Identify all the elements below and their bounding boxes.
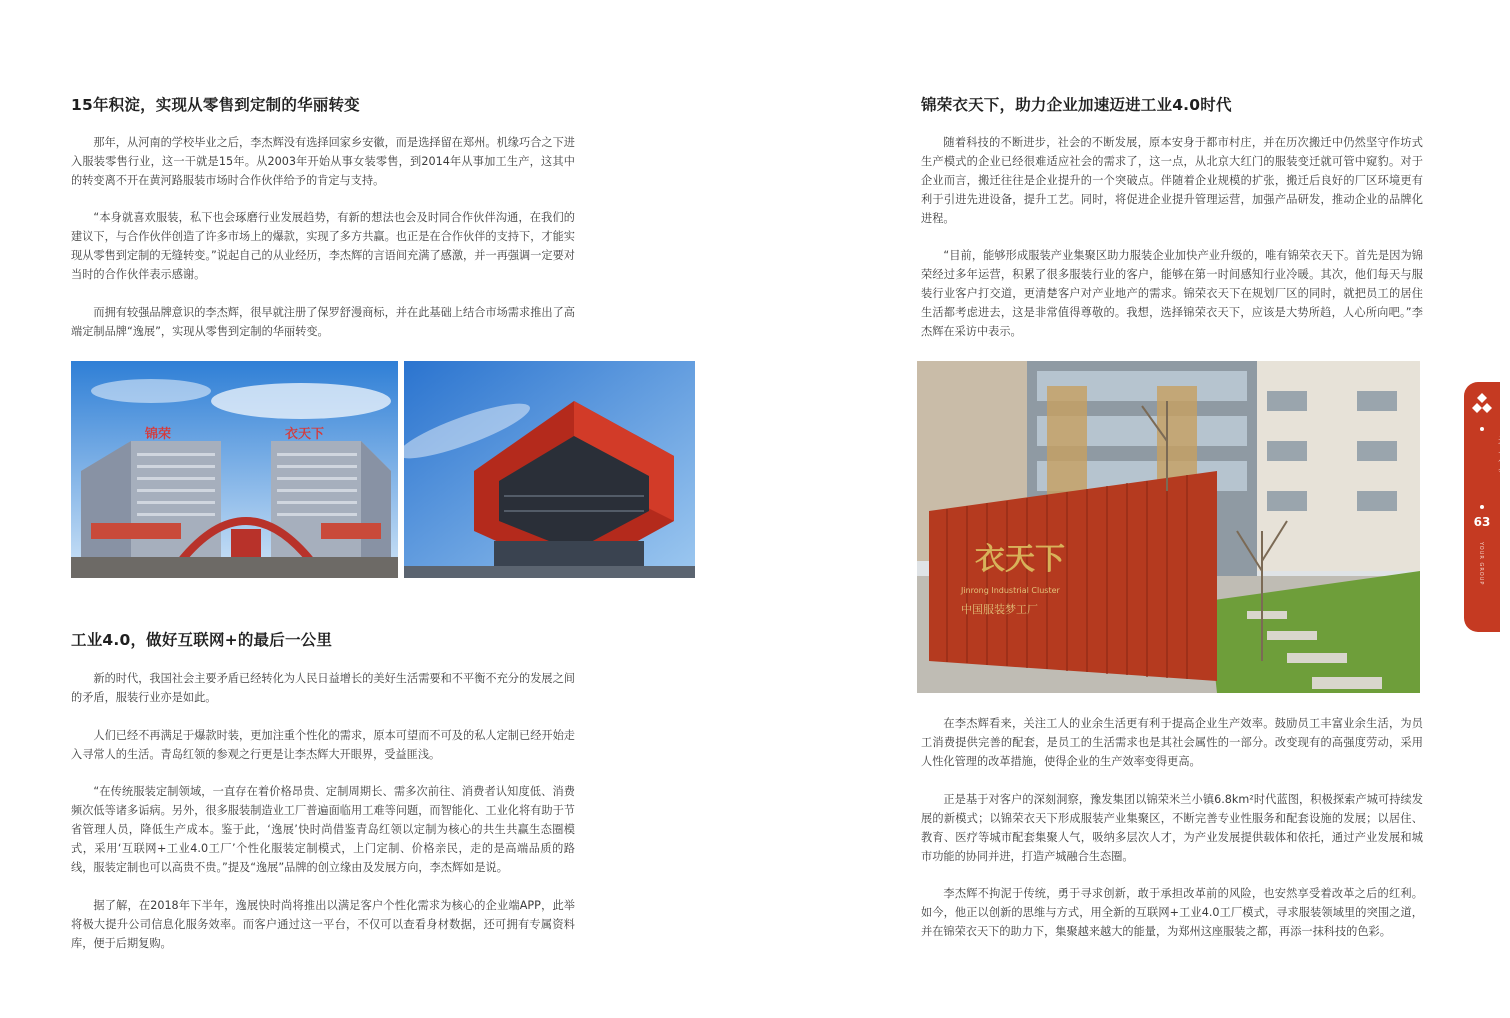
sign-english-line: Jinrong Industrial Cluster bbox=[961, 586, 1060, 595]
side-tab bbox=[1464, 382, 1510, 632]
photo-yitianxia-sign-wall bbox=[917, 361, 1420, 693]
paragraph: “目前，能够形成服装产业集聚区助力服装企业加快产业升级的，唯有锦荣衣天下。首先是因为锦荣经过多年运营，积累了很多服装行业的客户，能够在第一时间感知行业冷暖。其次，他们每天与服装行业客户打交道，更清楚客户对产业地产的需求。锦荣衣天下在规划厂区的同时，就把员工的居住生活都考虑进去，这是非常值得尊敬的。我想，选择锦荣衣天下，应该是大势所趋，人心所向吧。”李杰辉在采访中表示。 bbox=[921, 249, 1423, 338]
section-heading-industry-4: 工业4.0，做好互联网+的最后一公里 bbox=[71, 631, 333, 649]
page-number: 63 bbox=[1473, 515, 1491, 529]
section-heading-retail-to-custom: 15年积淀，实现从零售到定制的华丽转变 bbox=[71, 96, 360, 114]
sign-text-jinrong: 锦荣 bbox=[145, 427, 172, 442]
paragraph: 正是基于对客户的深刻洞察，豫发集团以锦荣米兰小镇6.8km²时代蓝图，积极探索产城可持续发展的新模式；以锦荣衣天下形成服装产业集聚区，不断完善专业性服务和配套设施的发展；以居住、教育、医疗等城市配套集聚人气，吸纳多层次人才，为产业发展提供载体和依托，通过产业发展和城市功能的协同并进，打造产城融合生态圈。 bbox=[921, 793, 1423, 863]
paragraph: 在李杰辉看来，关注工人的业余生活更有利于提高企业生产效率。鼓励员工丰富业余生活，为员工消费提供完善的配套，是员工的生活需求也是其社会属性的一部分。改变现有的高强度劳动，采用人性化管理的改革措施，使得企业的生产效率变得更高。 bbox=[921, 717, 1423, 768]
paragraph: “在传统服装定制领域，一直存在着价格昂贵、定制周期长、需多次前往、消费者认知度低、消费频次低等诸多诟病。另外，很多服装制造业工厂普遍面临用工难等问题，而智能化、工业化将有助于节省管理人员，降低生产成本。鉴于此，‘逸展’快时尚借鉴青岛红领以定制为核心的共生共赢生态圈模式，采用‘互联网+工业4.0工厂’个性化服装定制模式，上门定制、价格亲民，走的是高端品质的路线，服装定制也可以高贵不贵。”提及“逸展”品牌的创立缘由及发展方向，李杰辉如是说。 bbox=[71, 785, 575, 874]
paragraph: “本身就喜欢服装，私下也会琢磨行业发展趋势，有新的想法也会及时同合作伙伴沟通，在我们的建议下，与合作伙伴创造了许多市场上的爆款，实现了多方共赢。也正是在合作伙伴的支持下，才能实现从零售到定制的无缝转变。”说起自己的从业经历，李杰辉的言语间充满了感激，并一再强调一定要对当时的合作伙伴表示感谢。 bbox=[71, 211, 575, 281]
sign-logo: 衣天下 bbox=[975, 542, 1065, 577]
tab-dot bbox=[1480, 505, 1484, 509]
paragraph: 那年，从河南的学校毕业之后，李杰辉没有选择回家乡安徽，而是选择留在郑州。机缘巧合之下进入服装零售行业，这一干就是15年。从2003年开始从事女装零售，到2014年从事加工生产，这其中的转变离不开在黄河路服装市场时合作伙伴给予的肯定与支持。 bbox=[71, 136, 575, 187]
tab-dot bbox=[1480, 427, 1484, 431]
photo-red-building bbox=[404, 361, 695, 578]
sign-text-yitianxia: 衣天下 bbox=[285, 427, 325, 442]
section-heading-jinrong-industry: 锦荣衣天下，助力企业加速迈进工业4.0时代 bbox=[921, 96, 1232, 114]
paragraph: 李杰辉不拘泥于传统，勇于寻求创新，敢于承担改革前的风险，也安然享受着改革之后的红利。如今，他正以创新的思维与方式，用全新的互联网+工业4.0工厂模式，寻求服装领域里的突围之道，并在锦荣衣天下的助力下，集聚越来越大的能量，为郑州这座服装之都，再添一抹科技的色彩。 bbox=[921, 887, 1423, 938]
brand-logo-icon bbox=[1471, 392, 1493, 414]
tab-subtitle: YOUR GROUP bbox=[1478, 542, 1484, 586]
photo-jinrong-gate-buildings bbox=[71, 361, 398, 578]
paragraph: 据了解，在2018年下半年，逸展快时尚将推出以满足客户个性化需求为核心的企业端APP，此举将极大提升公司信息化服务效率。而客户通过这一平台，不仅可以查看身材数据，还可拥有专属资料库，便于后期复购。 bbox=[71, 899, 575, 950]
paragraph: 新的时代，我国社会主要矛盾已经转化为人民日益增长的美好生活需要和不平衡不充分的发展之间的矛盾，服装行业亦是如此。 bbox=[71, 672, 575, 704]
paragraph: 人们已经不再满足于爆款时装，更加注重个性化的需求，原本可望而不可及的私人定制已经开始走入寻常人的生活。青岛红领的参观之行更是让李杰辉大开眼界，受益匪浅。 bbox=[71, 729, 575, 761]
tab-title: 老友会 bbox=[1495, 434, 1510, 479]
sign-chinese-line: 中国服装梦工厂 bbox=[961, 603, 1038, 616]
paragraph: 随着科技的不断进步，社会的不断发展，原本安身于都市村庄，并在历次搬迁中仍然坚守作坊式生产模式的企业已经很难适应社会的需求了，这一点，从北京大红门的服装变迁就可管中窥豹。对于企业而言，搬迁往往是企业提升的一个突破点。伴随着企业规模的扩张，搬迁后良好的厂区环境更有利于引进先进设备，提升工艺。同时，将促进企业提升管理运营，加强产品研发，推动企业的品牌化进程。 bbox=[921, 136, 1423, 225]
paragraph: 而拥有较强品牌意识的李杰辉，很早就注册了保罗舒漫商标，并在此基础上结合市场需求推出了高端定制品牌“逸展”，实现从零售到定制的华丽转变。 bbox=[71, 306, 575, 338]
